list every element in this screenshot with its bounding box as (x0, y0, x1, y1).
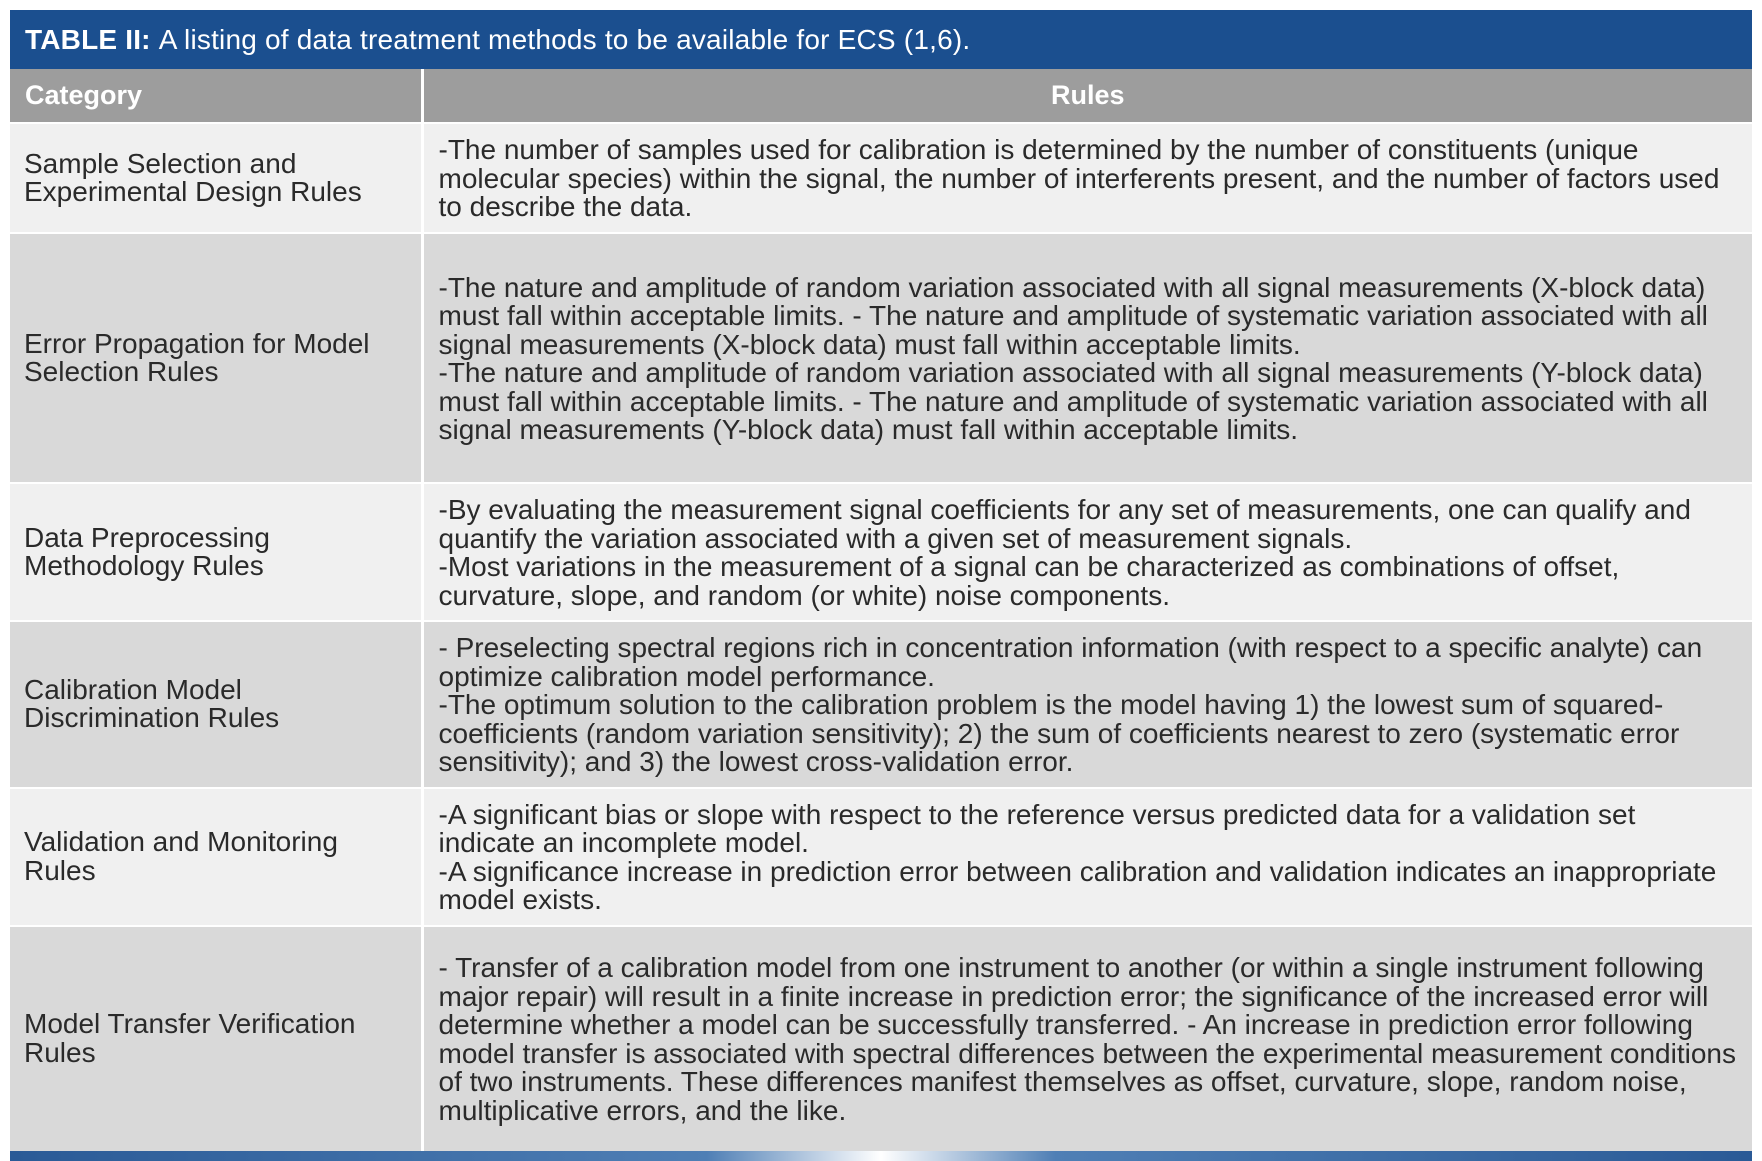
table-row (10, 926, 1752, 1151)
table-row (10, 123, 1752, 233)
bottom-divider (10, 1151, 1752, 1161)
table-row (10, 483, 1752, 621)
row-rules (422, 926, 1752, 1151)
rules-table (10, 69, 1752, 1151)
row-category: Error Propagation for Model Selection Rules (10, 233, 422, 483)
row-rules (422, 233, 1752, 483)
table-row (10, 788, 1752, 926)
row-rules (422, 123, 1752, 233)
table-title-label: TABLE II: (25, 23, 151, 55)
rule-text: -The nature and amplitude of random variation associated with all signal measurements (X-block data) must fall within acceptable limits. - The nature and amplitude of systematic variation associated with all signal measurements (X-block data) must fall within acceptable limits. (438, 271, 1708, 360)
row-category: Validation and Monitoring Rules (10, 788, 422, 926)
header-rules: Rules (422, 69, 1752, 123)
rule-text: -A significance increase in prediction error between calibration and validation indicates an inappropriate model exists. (438, 855, 1717, 915)
header-row (10, 69, 1752, 123)
rule-text: -By evaluating the measurement signal coefficients for any set of measurements, one can qualify and quantify the variation associated with a given set of measurement signals. (438, 494, 1691, 554)
row-rules (422, 483, 1752, 621)
rule-text: -A significant bias or slope with respect to the reference versus predicted data for a validation set indicate an incomplete model. (438, 798, 1636, 858)
rule-text: -The optimum solution to the calibration problem is the model having 1) the lowest sum of squared-coefficients (random variation sensitivity); 2) the sum of coefficients nearest to zero (systematic error sensitivity); and 3) the lowest cross-validation error. (438, 689, 1680, 777)
rule-text: - Transfer of a calibration model from one instrument to another (or within a single instrument following major repair) will result in a finite increase in prediction error; the significance of the increased error will determine whether a model can be successfully transferred. - An increase in prediction error following model transfer is associated with spectral differences between the experimental measurement conditions of two instruments. These differences manifest themselves as offset, curvature, slope, random noise, multiplicative errors, and the like. (438, 952, 1736, 1126)
row-category: Calibration Model Discrimination Rules (10, 621, 422, 788)
table-title-bar (10, 10, 1752, 69)
header-category: Category (10, 69, 422, 123)
rule-text: -Most variations in the measurement of a signal can be characterized as combinations of offset, curvature, slope, and random (or white) noise components. (438, 551, 1620, 611)
table-title-text: A listing of data treatment methods to be available for ECS (1,6). (158, 23, 971, 55)
rule-text: - Preselecting spectral regions rich in concentration information (with respect to a specific analyte) can optimize calibration model performance. (438, 632, 1703, 692)
table-row (10, 233, 1752, 483)
data-table (10, 10, 1752, 1161)
rule-text: -The number of samples used for calibration is determined by the number of constituents (unique molecular species) within the signal, the number of interferents present, and the number of factors used to describe the data. (438, 134, 1720, 223)
row-rules (422, 788, 1752, 926)
table-row (10, 621, 1752, 788)
row-category: Data Preprocessing Methodology Rules (10, 483, 422, 621)
row-category: Sample Selection and Experimental Design Rules (10, 123, 422, 233)
rule-text: -The nature and amplitude of random variation associated with all signal measurements (Y-block data) must fall within acceptable limits. - The nature and amplitude of systematic variation associated with all signal measurements (Y-block data) must fall within acceptable limits. (438, 357, 1708, 445)
row-rules (422, 621, 1752, 788)
row-category: Model Transfer Verification Rules (10, 926, 422, 1151)
